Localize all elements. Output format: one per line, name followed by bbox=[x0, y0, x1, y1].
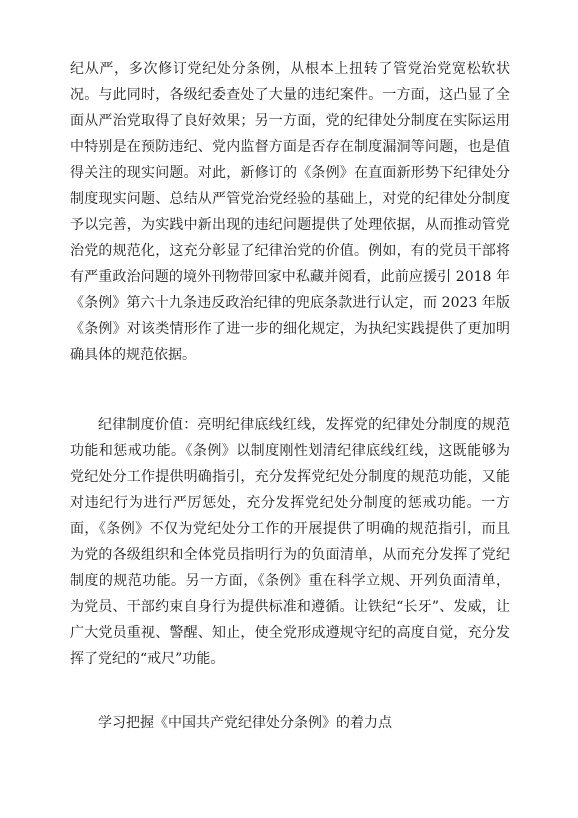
paragraph-1: 纪从严，多次修订党纪处分条例，从根本上扭转了管党治党宽松软状况。与此同时，各级纪委查处了大量的违纪案件。一方面，这凸显了全面从严治党取得了良好效果；另一方面，党的纪律处分制度在实际运用中特别是在预防违纪、党内监督方面是否存在制度漏洞等问题，也是值得关注的现实问题。对此，新修订的《条例》在直面新形势下纪律处分制度现实问题、总结从严管党治党经验的基础上，对党的纪律处分制度予以完善，为实践中新出现的违纪问题提供了处理依据，从而推动管党治党的规范化，这充分彰显了纪律治党的价值。例如，有的党员干部将有严重政治问题的境外刊物带回家中私藏并阅看，此前应援引 2018 年《条例》第六十九条违反政治纪律的兜底条款进行认定，而 2023 年版《条例》对该类情形作了进一步的细化规定，为执纪实践提供了更加明确具体的规范依据。 bbox=[70, 61, 510, 363]
document-body bbox=[70, 56, 510, 736]
paragraph-gap bbox=[70, 368, 510, 412]
paragraph-2: 纪律制度价值：亮明纪律底线红线，发挥党的纪律处分制度的规范功能和惩戒功能。《条例》以制度刚性划清纪律底线红线，这既能够为党纪处分工作提供明确指引，充分发挥党纪处分制度的规范功能，又能对违纪行为进行严厉惩处，充分发挥党纪处分制度的惩戒功能。一方面，《条例》不仅为党纪处分工作的开展提供了明确的规范指引，而且为党的各级组织和全体党员指明行为的负面清单，从而充分发挥了党纪制度的规范功能。另一方面，《条例》重在科学立规、开列负面清单，为党员、干部约束自身行为提供标准和遵循。让铁纪“长牙”、发威，让广大党员重视、警醒、知止，使全党形成遵规守纪的高度自觉，充分发挥了党纪的“戒尺”功能。 bbox=[70, 417, 510, 667]
paragraph-gap bbox=[70, 672, 510, 710]
section-heading: 学习把握《中国共产党纪律处分条例》的着力点 bbox=[98, 715, 392, 731]
